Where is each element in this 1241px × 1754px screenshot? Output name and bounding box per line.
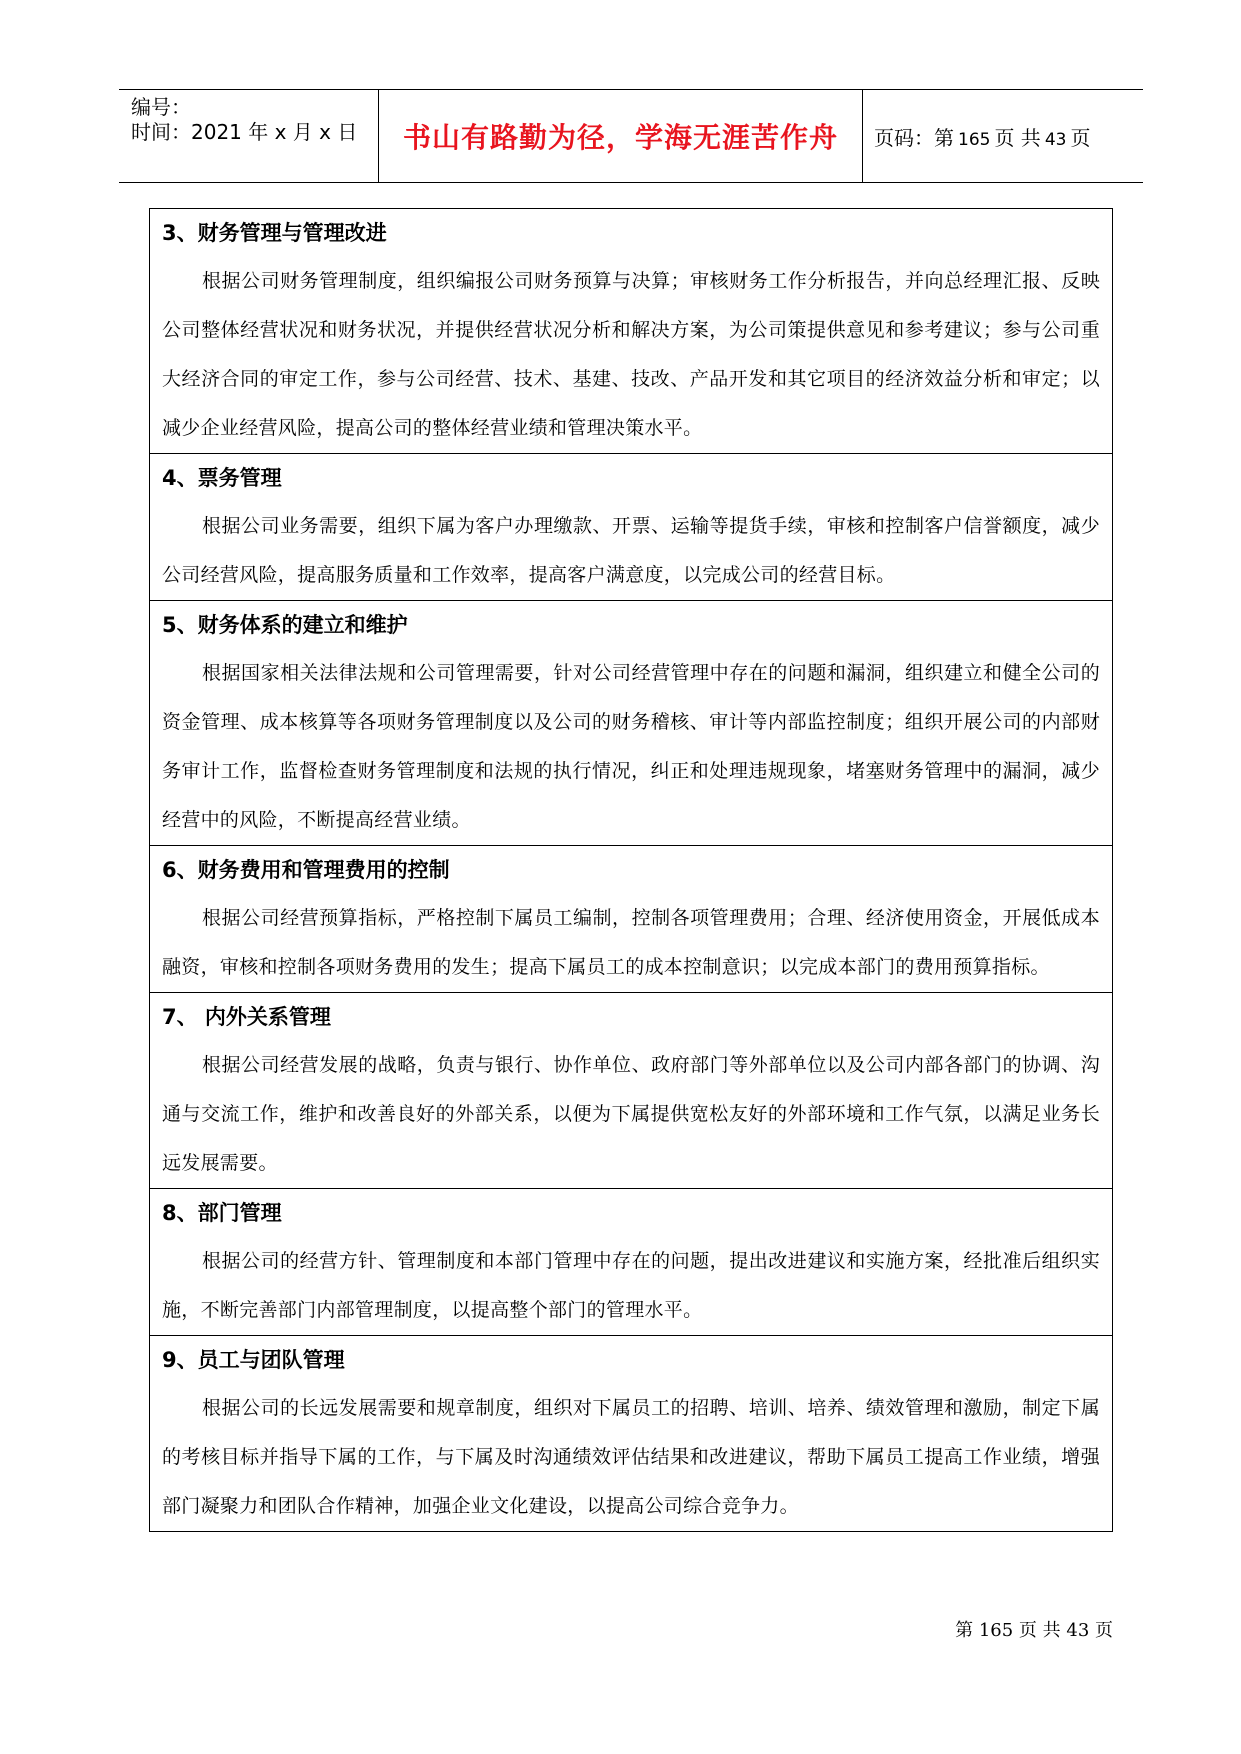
section-department-management <box>150 1188 1112 1335</box>
header-page-info <box>864 90 1143 182</box>
duties-table <box>149 208 1113 1532</box>
section-title: 6、财务费用和管理费用的控制 <box>162 858 450 882</box>
section-body: 根据公司业务需要，组织下属为客户办理缴款、开票、运输等提货手续，审核和控制客户信誉额度，减少公司经营风险，提高服务质量和工作效率，提高客户满意度，以完成公司的经营目标。 <box>162 515 1100 586</box>
page-label: 页码：第 <box>874 125 954 150</box>
section-title: 3、财务管理与管理改进 <box>162 221 387 245</box>
header-meta <box>119 90 377 182</box>
section-team-management <box>150 1335 1112 1531</box>
section-body: 根据公司的长远发展需要和规章制度，组织对下属员工的招聘、培训、培养、绩效管理和激励，制定下属的考核目标并指导下属的工作，与下属及时沟通绩效评估结果和改进建议，帮助下属员工提高工作业绩，增强部门凝聚力和团队合作精神，加强企业文化建设，以提高公司综合竞争力。 <box>162 1397 1100 1517</box>
section-body: 根据国家相关法律法规和公司管理需要，针对公司经营管理中存在的问题和漏洞，组织建立和健全公司的资金管理、成本核算等各项财务管理制度以及公司的财务稽核、审计等内部监控制度；组织开展公司的内部财务审计工作，监督检查财务管理制度和法规的执行情况，纠正和处理违规现象，堵塞财务管理中的漏洞，减少经营中的风险，不断提高经营业绩。 <box>162 662 1100 831</box>
section-body: 根据公司经营发展的战略，负责与银行、协作单位、政府部门等外部单位以及公司内部各部门的协调、沟通与交流工作，维护和改善良好的外部关系，以便为下属提供宽松友好的外部环境和工作气氛，以满足业务长远发展需要。 <box>162 1054 1100 1174</box>
page-header <box>119 89 1143 183</box>
page-footer: 第 165 页 共 43 页 <box>955 1620 1113 1641</box>
section-title: 8、部门管理 <box>162 1201 282 1225</box>
section-title: 7、 内外关系管理 <box>162 1005 331 1029</box>
section-ticket-management <box>150 453 1112 600</box>
section-finance-management <box>150 209 1112 453</box>
section-title: 9、员工与团队管理 <box>162 1348 345 1372</box>
section-body: 根据公司经营预算指标，严格控制下属员工编制，控制各项管理费用；合理、经济使用资金，开展低成本融资，审核和控制各项财务费用的发生；提高下属员工的成本控制意识；以完成本部门的费用预算指标。 <box>162 907 1100 978</box>
header-motto-cell <box>378 90 863 182</box>
page-mid-label: 页 共 <box>994 125 1041 150</box>
document-number-label: 编号： <box>131 95 191 119</box>
document-date: 时间：2021 年 x 月 x 日 <box>131 120 358 144</box>
page-total: 43 <box>1044 129 1067 150</box>
section-relations-management <box>150 992 1112 1188</box>
section-body: 根据公司财务管理制度，组织编报公司财务预算与决算；审核财务工作分析报告，并向总经理汇报、反映公司整体经营状况和财务状况，并提供经营状况分析和解决方案，为公司策提供意见和参考建议；参与公司重大经济合同的审定工作，参与公司经营、技术、基建、技改、产品开发和其它项目的经济效益分析和审定；以减少企业经营风险，提高公司的整体经营业绩和管理决策水平。 <box>162 270 1100 439</box>
section-title: 5、财务体系的建立和维护 <box>162 613 408 637</box>
page-counter <box>874 122 1090 151</box>
section-title: 4、票务管理 <box>162 466 282 490</box>
section-finance-system <box>150 600 1112 845</box>
page-current: 165 <box>958 129 991 150</box>
page-end-label: 页 <box>1070 125 1091 150</box>
section-body: 根据公司的经营方针、管理制度和本部门管理中存在的问题，提出改进建议和实施方案，经批准后组织实施，不断完善部门内部管理制度，以提高整个部门的管理水平。 <box>162 1250 1100 1321</box>
section-cost-control <box>150 845 1112 992</box>
motto-text: 书山有路勤为径，学海无涯苦作舟 <box>402 121 838 154</box>
